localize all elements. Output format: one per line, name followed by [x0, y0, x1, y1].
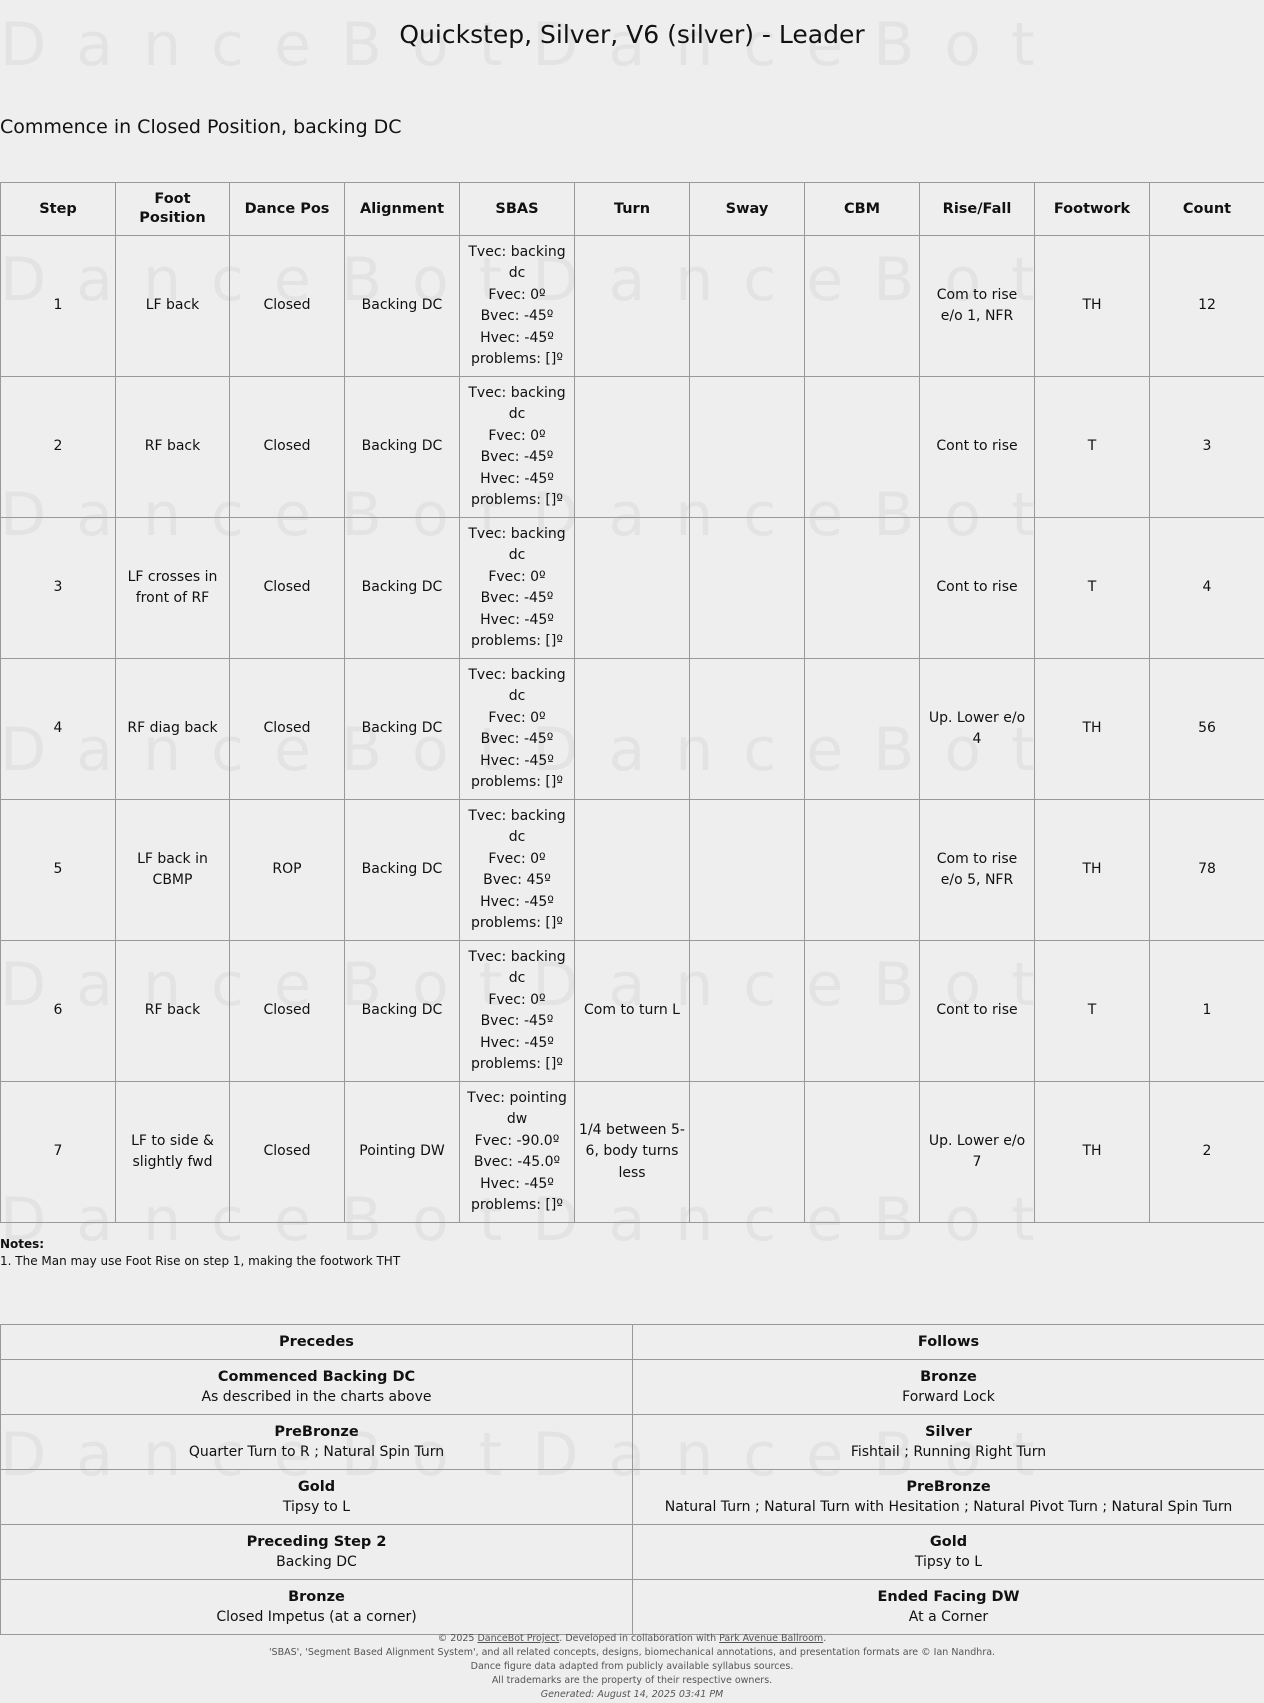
- sbas-line: Bvec: -45º: [480, 1013, 554, 1029]
- cell-footwork: T: [1035, 518, 1150, 659]
- cell-step: 3: [1, 518, 116, 659]
- park-avenue-ballroom-link[interactable]: Park Avenue Ballroom: [719, 1633, 824, 1644]
- footer-data-source: Dance figure data adapted from publicly available syllabus sources.: [470, 1661, 794, 1672]
- sbas-line: Fvec: 0º: [488, 709, 546, 726]
- cell-cbm: [805, 377, 920, 518]
- cell-alignment: Backing DC: [345, 236, 460, 377]
- relation-title: PreBronze: [906, 1479, 991, 1495]
- cell-alignment: Backing DC: [345, 518, 460, 659]
- footer-copyright: © 2025 DanceBot Project. Developed in collaboration with Park Avenue Ballroom.: [437, 1633, 827, 1644]
- sbas-line: Tvec: backing dc: [468, 243, 566, 281]
- relation-figures: Quarter Turn to R ; Natural Spin Turn: [188, 1444, 445, 1460]
- cell-step: 1: [1, 236, 116, 377]
- cell-dance-pos: Closed: [230, 236, 345, 377]
- cell-dance-pos: Closed: [230, 377, 345, 518]
- cell-cbm: [805, 236, 920, 377]
- cell-turn: [575, 800, 690, 941]
- cell-turn: Com to turn L: [575, 941, 690, 1082]
- sbas-line: Fvec: 0º: [488, 991, 546, 1008]
- cell-sway: [690, 236, 805, 377]
- column-header: CBM: [805, 183, 920, 236]
- cell-footwork: T: [1035, 941, 1150, 1082]
- follows-cell: [633, 1415, 1264, 1470]
- sbas-line: Tvec: backing dc: [468, 666, 566, 704]
- cell-dance-pos: Closed: [230, 659, 345, 800]
- relation-title: Preceding Step 2: [246, 1534, 387, 1550]
- cell-dance-pos: Closed: [230, 941, 345, 1082]
- cell-sbas: [460, 377, 575, 518]
- section-title: Commence in Closed Position, backing DC: [0, 116, 402, 138]
- relation-figures: Closed Impetus (at a corner): [216, 1609, 417, 1625]
- relation-title: PreBronze: [274, 1424, 359, 1440]
- sbas-line: Hvec: -45º: [480, 893, 554, 910]
- sbas-line: Hvec: -45º: [480, 1175, 554, 1192]
- sbas-line: problems: []º: [471, 633, 563, 649]
- relation-title: Ended Facing DW: [877, 1589, 1020, 1605]
- cell-sway: [690, 941, 805, 1082]
- relation-title: Silver: [925, 1424, 972, 1440]
- sbas-line: Bvec: -45.0º: [473, 1154, 561, 1170]
- follows-header: Follows: [633, 1325, 1264, 1360]
- precedes-cell: [1, 1580, 633, 1635]
- precedes-cell: [1, 1470, 633, 1525]
- column-header: Count: [1150, 183, 1264, 236]
- sbas-line: Tvec: backing dc: [468, 384, 566, 422]
- column-header: Alignment: [345, 183, 460, 236]
- sbas-line: Bvec: -45º: [480, 590, 554, 606]
- precedes-cell: [1, 1525, 633, 1580]
- sbas-line: Bvec: -45º: [480, 731, 554, 747]
- cell-foot: RF back: [116, 941, 230, 1082]
- steps-table: [0, 182, 1264, 1223]
- page-title: Quickstep, Silver, V6 (silver) - Leader: [399, 20, 865, 49]
- relations-table: [0, 1324, 1264, 1635]
- table-row: [1, 236, 1264, 377]
- sbas-line: Fvec: 0º: [488, 286, 546, 303]
- sbas-line: Fvec: 0º: [488, 568, 546, 585]
- sbas-line: Tvec: pointing dw: [467, 1089, 567, 1127]
- cell-sbas: [460, 518, 575, 659]
- sbas-line: problems: []º: [471, 915, 563, 931]
- cell-step: 4: [1, 659, 116, 800]
- notes-section: [0, 1236, 400, 1270]
- table-row: [1, 518, 1264, 659]
- cell-foot: RF diag back: [116, 659, 230, 800]
- precedes-header: Precedes: [1, 1325, 633, 1360]
- cell-count: 78: [1150, 800, 1264, 941]
- relation-title: Bronze: [288, 1589, 345, 1605]
- sbas-line: Hvec: -45º: [480, 470, 554, 487]
- sbas-line: Bvec: -45º: [480, 308, 554, 324]
- cell-count: 2: [1150, 1082, 1264, 1223]
- table-row: [1, 800, 1264, 941]
- dancebot-project-link[interactable]: DanceBot Project: [477, 1633, 560, 1644]
- column-header: Sway: [690, 183, 805, 236]
- cell-sbas: [460, 236, 575, 377]
- relation-title: Gold: [929, 1534, 968, 1550]
- cell-step: 7: [1, 1082, 116, 1223]
- sbas-line: Tvec: backing dc: [468, 948, 566, 986]
- column-header: Footwork: [1035, 183, 1150, 236]
- relation-row: [1, 1360, 1264, 1415]
- table-row: [1, 377, 1264, 518]
- cell-sway: [690, 800, 805, 941]
- cell-step: 6: [1, 941, 116, 1082]
- cell-sway: [690, 377, 805, 518]
- sbas-line: problems: []º: [471, 1056, 563, 1072]
- cell-count: 12: [1150, 236, 1264, 377]
- cell-sway: [690, 659, 805, 800]
- table-row: [1, 1082, 1264, 1223]
- follows-cell: [633, 1470, 1264, 1525]
- cell-foot: LF back in CBMP: [116, 800, 230, 941]
- cell-rise: Up. Lower e/o 4: [920, 659, 1035, 800]
- cell-cbm: [805, 518, 920, 659]
- cell-rise: Cont to rise: [920, 941, 1035, 1082]
- cell-dance-pos: Closed: [230, 518, 345, 659]
- cell-alignment: Backing DC: [345, 377, 460, 518]
- sbas-line: Bvec: -45º: [480, 449, 554, 465]
- sbas-line: Tvec: backing dc: [468, 525, 566, 563]
- cell-cbm: [805, 659, 920, 800]
- cell-cbm: [805, 800, 920, 941]
- cell-cbm: [805, 941, 920, 1082]
- cell-rise: Cont to rise: [920, 518, 1035, 659]
- column-header: SBAS: [460, 183, 575, 236]
- cell-turn: [575, 659, 690, 800]
- precedes-cell: [1, 1360, 633, 1415]
- relation-row: [1, 1580, 1264, 1635]
- column-header: Turn: [575, 183, 690, 236]
- table-row: [1, 941, 1264, 1082]
- sbas-line: Fvec: -90.0º: [474, 1132, 560, 1149]
- cell-foot: RF back: [116, 377, 230, 518]
- notes-heading: Notes:: [0, 1237, 45, 1251]
- relation-row: [1, 1525, 1264, 1580]
- precedes-cell: [1, 1415, 633, 1470]
- cell-sbas: [460, 659, 575, 800]
- cell-alignment: Pointing DW: [345, 1082, 460, 1223]
- cell-foot: LF crosses in front of RF: [116, 518, 230, 659]
- sbas-line: problems: []º: [471, 351, 563, 367]
- relation-title: Commenced Backing DC: [217, 1369, 416, 1385]
- column-header: Dance Pos: [230, 183, 345, 236]
- relation-figures: As described in the charts above: [201, 1389, 432, 1405]
- cell-sbas: [460, 941, 575, 1082]
- cell-count: 1: [1150, 941, 1264, 1082]
- cell-dance-pos: Closed: [230, 1082, 345, 1223]
- sbas-line: Bvec: 45º: [483, 872, 551, 888]
- cell-footwork: TH: [1035, 800, 1150, 941]
- cell-sway: [690, 518, 805, 659]
- relation-figures: Tipsy to L: [282, 1499, 351, 1515]
- footer: [0, 1632, 1264, 1702]
- sbas-line: Hvec: -45º: [480, 752, 554, 769]
- sbas-line: Hvec: -45º: [480, 611, 554, 628]
- cell-alignment: Backing DC: [345, 941, 460, 1082]
- sbas-line: Hvec: -45º: [480, 329, 554, 346]
- cell-turn: 1/4 between 5-6, body turns less: [575, 1082, 690, 1223]
- cell-alignment: Backing DC: [345, 800, 460, 941]
- relation-title: Bronze: [920, 1369, 977, 1385]
- relation-figures: Fishtail ; Running Right Turn: [850, 1444, 1047, 1460]
- sbas-line: Fvec: 0º: [488, 427, 546, 444]
- cell-step: 2: [1, 377, 116, 518]
- footer-sbas-notice: 'SBAS', 'Segment Based Alignment System', and all related concepts, designs, biomechanical annotations, and presentation formats are © Ian Nandhra.: [268, 1647, 996, 1658]
- column-header: Foot Position: [116, 183, 230, 236]
- sbas-line: Fvec: 0º: [488, 850, 546, 867]
- column-header: Step: [1, 183, 116, 236]
- cell-sbas: [460, 1082, 575, 1223]
- relation-figures: Tipsy to L: [914, 1554, 983, 1570]
- sbas-line: Tvec: backing dc: [468, 807, 566, 845]
- follows-cell: [633, 1525, 1264, 1580]
- follows-cell: [633, 1580, 1264, 1635]
- steps-header-row: [1, 183, 1264, 236]
- footer-generated: Generated: August 14, 2025 03:41 PM: [540, 1689, 724, 1700]
- sbas-line: problems: []º: [471, 774, 563, 790]
- follows-cell: [633, 1360, 1264, 1415]
- cell-rise: Com to rise e/o 5, NFR: [920, 800, 1035, 941]
- column-header: Rise/Fall: [920, 183, 1035, 236]
- cell-sway: [690, 1082, 805, 1223]
- cell-footwork: TH: [1035, 1082, 1150, 1223]
- cell-rise: Com to rise e/o 1, NFR: [920, 236, 1035, 377]
- cell-sbas: [460, 800, 575, 941]
- relation-figures: Forward Lock: [902, 1389, 995, 1405]
- note-item: 1. The Man may use Foot Rise on step 1, making the footwork THT: [0, 1254, 401, 1268]
- table-row: [1, 659, 1264, 800]
- relation-figures: Natural Turn ; Natural Turn with Hesitation ; Natural Pivot Turn ; Natural Spin Turn: [664, 1499, 1233, 1515]
- relation-figures: Backing DC: [276, 1554, 357, 1570]
- cell-cbm: [805, 1082, 920, 1223]
- cell-count: 56: [1150, 659, 1264, 800]
- relation-figures: At a Corner: [908, 1609, 989, 1625]
- cell-count: 4: [1150, 518, 1264, 659]
- cell-foot: LF to side & slightly fwd: [116, 1082, 230, 1223]
- cell-step: 5: [1, 800, 116, 941]
- relation-title: Gold: [297, 1479, 336, 1495]
- sbas-line: Hvec: -45º: [480, 1034, 554, 1051]
- cell-footwork: T: [1035, 377, 1150, 518]
- footer-trademarks: All trademarks are the property of their respective owners.: [491, 1675, 773, 1686]
- sbas-line: problems: []º: [471, 492, 563, 508]
- cell-footwork: TH: [1035, 659, 1150, 800]
- cell-rise: Cont to rise: [920, 377, 1035, 518]
- cell-turn: [575, 236, 690, 377]
- sbas-line: problems: []º: [471, 1197, 563, 1213]
- cell-rise: Up. Lower e/o 7: [920, 1082, 1035, 1223]
- cell-footwork: TH: [1035, 236, 1150, 377]
- relation-row: [1, 1415, 1264, 1470]
- cell-count: 3: [1150, 377, 1264, 518]
- cell-turn: [575, 377, 690, 518]
- cell-foot: LF back: [116, 236, 230, 377]
- relation-row: [1, 1470, 1264, 1525]
- cell-alignment: Backing DC: [345, 659, 460, 800]
- cell-turn: [575, 518, 690, 659]
- cell-dance-pos: ROP: [230, 800, 345, 941]
